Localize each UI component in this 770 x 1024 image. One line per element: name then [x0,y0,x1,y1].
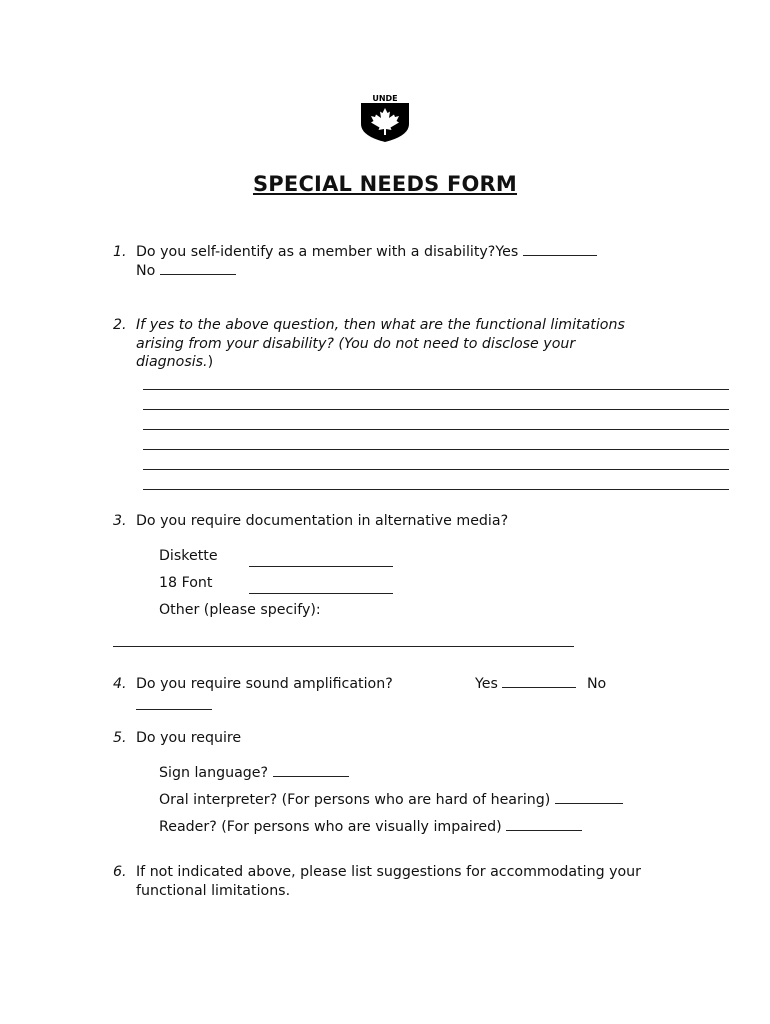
yes-label: Yes [495,244,519,260]
yes-blank[interactable] [502,675,576,688]
other-blank[interactable] [113,646,574,647]
question-number: 1. [113,244,127,260]
option-18-font: 18 Font [159,575,213,591]
question-4-text: Do you require sound amplification? [136,676,393,692]
question-6-text: If not indicated above, please list suggestions for accommodating your functional limitations. [136,864,642,899]
question-number: 2. [113,317,127,333]
question-5-text: Do you require [136,730,242,746]
question-number: 3. [113,513,127,529]
sign-language-blank[interactable] [273,764,349,777]
oral-interpreter-label: Oral interpreter? (For persons who are hard of hearing) [159,792,551,808]
no-blank[interactable] [160,262,236,275]
no-label: No [136,263,156,279]
question-1-text: Do you self-identify as a member with a disability? [136,244,496,260]
option-other: Other (please specify): [159,602,321,618]
option-oral-interpreter [159,791,623,808]
no-blank[interactable] [136,697,212,710]
answer-line[interactable] [143,489,729,490]
unde-logo [359,94,411,142]
answer-line[interactable] [143,429,729,430]
diskette-blank[interactable] [249,566,393,567]
page-title: SPECIAL NEEDS FORM [252,172,518,196]
answer-line[interactable] [143,389,729,390]
maple-leaf-shield-icon [359,94,411,142]
option-diskette: Diskette [159,548,218,564]
question-number: 4. [113,676,127,692]
yes-blank[interactable] [523,243,597,256]
question-2-text-end: ) [207,354,214,370]
question-number: 6. [113,864,127,880]
sign-language-label: Sign language? [159,765,269,781]
question-3-text: Do you require documentation in alternative media? [136,513,509,529]
reader-label: Reader? (For persons who are visually impaired) [159,819,502,835]
reader-blank[interactable] [506,818,582,831]
answer-line[interactable] [143,409,729,410]
option-sign-language [159,764,349,781]
font-blank[interactable] [249,593,393,594]
yes-label: Yes [475,676,498,692]
oral-interpreter-blank[interactable] [555,791,623,804]
answer-line[interactable] [143,469,729,470]
question-number: 5. [113,730,127,746]
logo-text: UNDE [372,94,398,103]
no-label: No [586,676,607,692]
option-reader [159,818,582,835]
question-2-text: If yes to the above question, then what are the functional limitations arising from your disability? (You do not need to disclose your diagnosis. [136,317,625,370]
answer-line[interactable] [143,449,729,450]
